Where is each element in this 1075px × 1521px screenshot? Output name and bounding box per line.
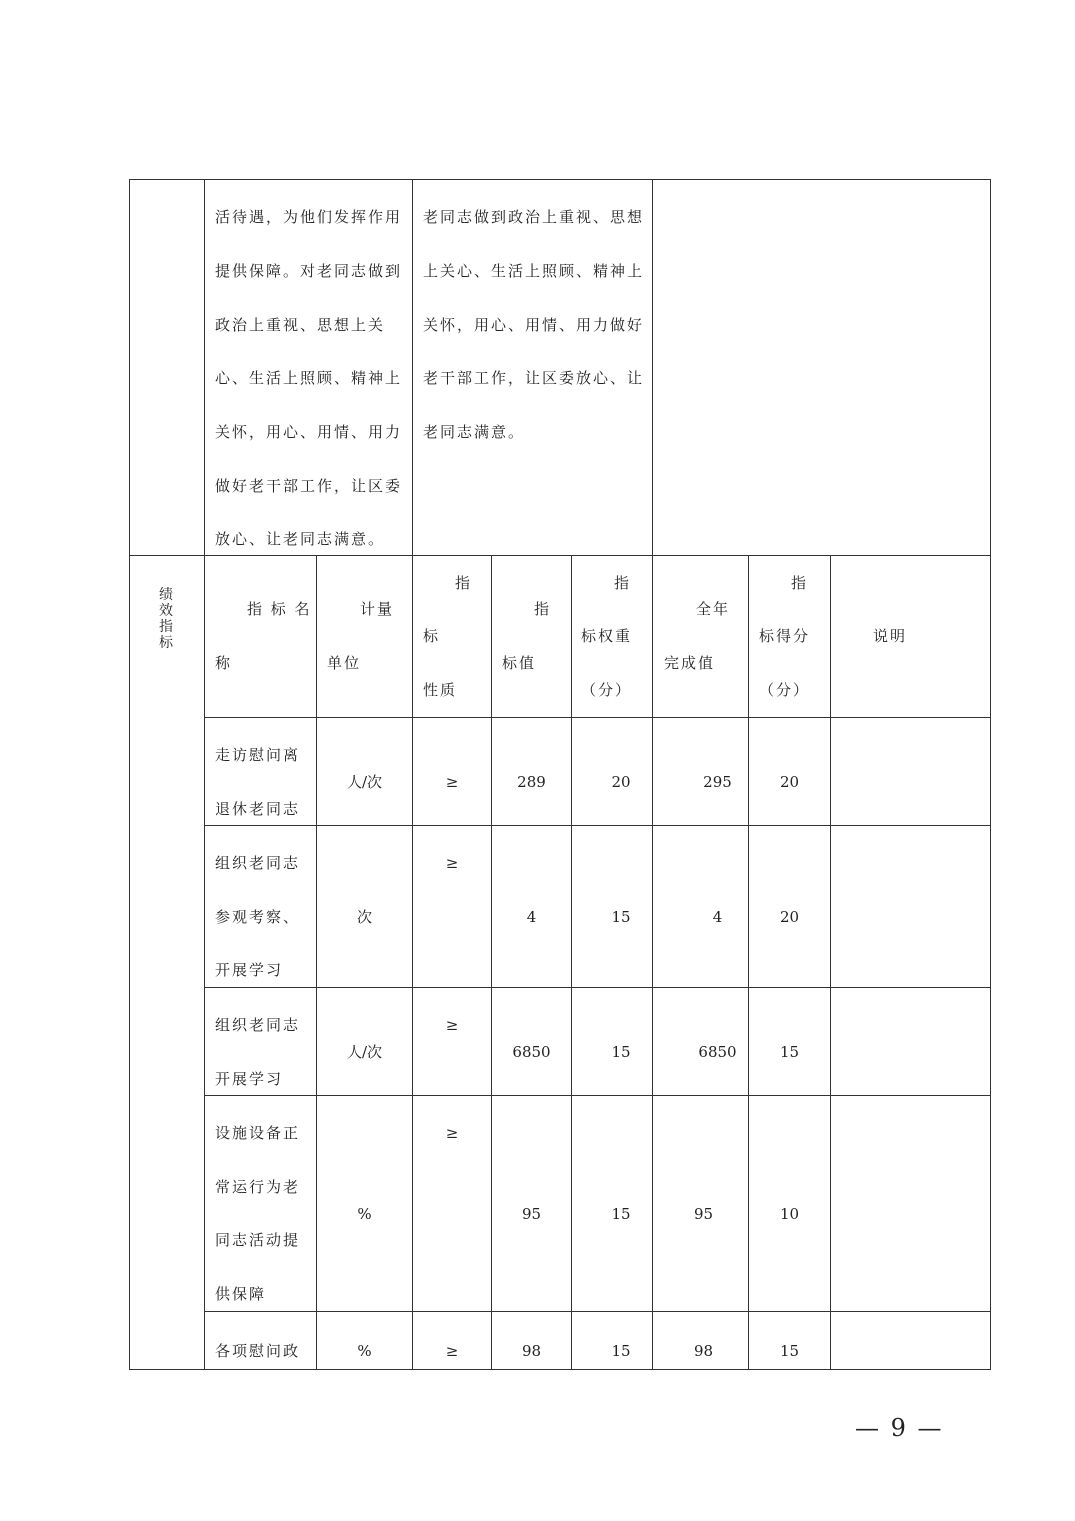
upper-blank-cell	[652, 179, 991, 556]
row-nature: ≥	[445, 1016, 459, 1034]
row-name: 退休老同志	[215, 800, 301, 818]
upper-target-line: 关怀，用心、用情、用力做好	[423, 316, 645, 334]
header-note-text: 说明	[873, 627, 908, 645]
header-name-text: 称	[215, 654, 233, 672]
row-value: 6850	[512, 1043, 551, 1061]
row-weight: 15	[611, 1043, 631, 1061]
row-value: 95	[521, 1205, 542, 1223]
row-name: 常运行为老	[215, 1178, 301, 1196]
header-unit-text: 单位	[327, 654, 362, 672]
upper-label-cell	[129, 179, 205, 556]
header-unit-cell	[316, 555, 413, 718]
row-unit: %	[357, 1205, 372, 1223]
row-score: 10	[779, 1205, 800, 1223]
upper-content-line: 关怀，用心、用情、用力	[215, 423, 403, 441]
row-score: 15	[779, 1043, 800, 1061]
header-nature-text: 性质	[423, 681, 458, 699]
row-name: 参观考察、	[215, 908, 301, 926]
row-weight: 15	[611, 1342, 631, 1360]
row-actual: 95	[693, 1205, 714, 1223]
upper-target-line: 老同志做到政治上重视、思想	[423, 208, 645, 226]
row-score: 20	[779, 773, 800, 791]
header-nature-text: 指	[455, 574, 473, 592]
header-value-text: 标值	[502, 654, 537, 672]
row-cell	[830, 717, 991, 826]
performance-table	[129, 179, 991, 1370]
header-actual-text: 全年	[696, 600, 731, 618]
row-cell	[412, 825, 492, 988]
section-label: 绩效指标	[159, 587, 173, 651]
row-score: 20	[779, 908, 800, 926]
section-label-cell	[129, 555, 205, 1370]
row-nature: ≥	[445, 773, 459, 791]
upper-content-line: 提供保障。对老同志做到	[215, 262, 403, 280]
row-name: 组织老同志	[215, 1016, 301, 1034]
header-weight-text: （分）	[581, 681, 633, 699]
row-weight: 15	[611, 908, 631, 926]
row-name: 供保障	[215, 1285, 267, 1303]
row-actual: 98	[693, 1342, 714, 1360]
upper-content-line: 政治上重视、思想上关	[215, 316, 386, 334]
upper-target-line: 老同志满意。	[423, 423, 526, 441]
header-score-text: 标得分	[759, 627, 811, 645]
row-unit: %	[357, 1342, 372, 1360]
header-unit-text: 计量	[360, 600, 395, 618]
row-value: 4	[526, 908, 537, 926]
row-cell	[830, 1311, 991, 1370]
header-actual-cell	[652, 555, 749, 718]
row-cell	[830, 825, 991, 988]
row-nature: ≥	[445, 1124, 459, 1142]
row-cell	[830, 1095, 991, 1312]
row-cell	[412, 987, 492, 1096]
row-value: 98	[521, 1342, 542, 1360]
row-name: 同志活动提	[215, 1231, 301, 1249]
row-name: 走访慰问离	[215, 746, 301, 764]
row-unit: 次	[356, 908, 372, 926]
row-name: 设施设备正	[215, 1124, 301, 1142]
row-unit: 人/次	[346, 1043, 383, 1061]
upper-target-line: 上关心、生活上照顾、精神上	[423, 262, 645, 280]
row-unit: 人/次	[346, 773, 383, 791]
header-score-text: 指	[791, 574, 809, 592]
row-actual: 295	[703, 773, 732, 791]
header-weight-text: 指	[614, 574, 632, 592]
row-score: 15	[779, 1342, 800, 1360]
row-nature: ≥	[445, 854, 459, 872]
row-name: 各项慰问政	[215, 1342, 301, 1360]
header-note-cell	[830, 555, 991, 718]
upper-content-line: 放心、让老同志满意。	[215, 530, 386, 548]
row-name: 开展学习	[215, 1070, 284, 1088]
upper-content-line: 做好老干部工作，让区委	[215, 477, 403, 495]
row-name: 组织老同志	[215, 854, 301, 872]
upper-content-line: 活待遇，为他们发挥作用	[215, 208, 403, 226]
row-cell	[830, 987, 991, 1096]
row-name: 开展学习	[215, 961, 284, 979]
upper-content-line: 心、生活上照顾、精神上	[215, 369, 403, 387]
row-actual: 6850	[698, 1043, 737, 1061]
page-number: — 9 —	[855, 1414, 944, 1442]
row-nature: ≥	[445, 1342, 459, 1360]
row-weight: 20	[611, 773, 631, 791]
header-score-text: （分）	[759, 681, 811, 699]
header-actual-text: 完成值	[664, 654, 716, 672]
header-name-text: 指 标 名	[247, 600, 312, 618]
row-weight: 15	[611, 1205, 631, 1223]
row-actual: 4	[712, 908, 723, 926]
row-value: 289	[517, 773, 546, 791]
upper-target-line: 老干部工作，让区委放心、让	[423, 369, 645, 387]
header-weight-text: 标权重	[581, 627, 633, 645]
header-value-text: 指	[534, 600, 552, 618]
header-name-cell	[204, 555, 317, 718]
header-value-cell	[491, 555, 572, 718]
header-nature-text: 标	[423, 627, 441, 645]
